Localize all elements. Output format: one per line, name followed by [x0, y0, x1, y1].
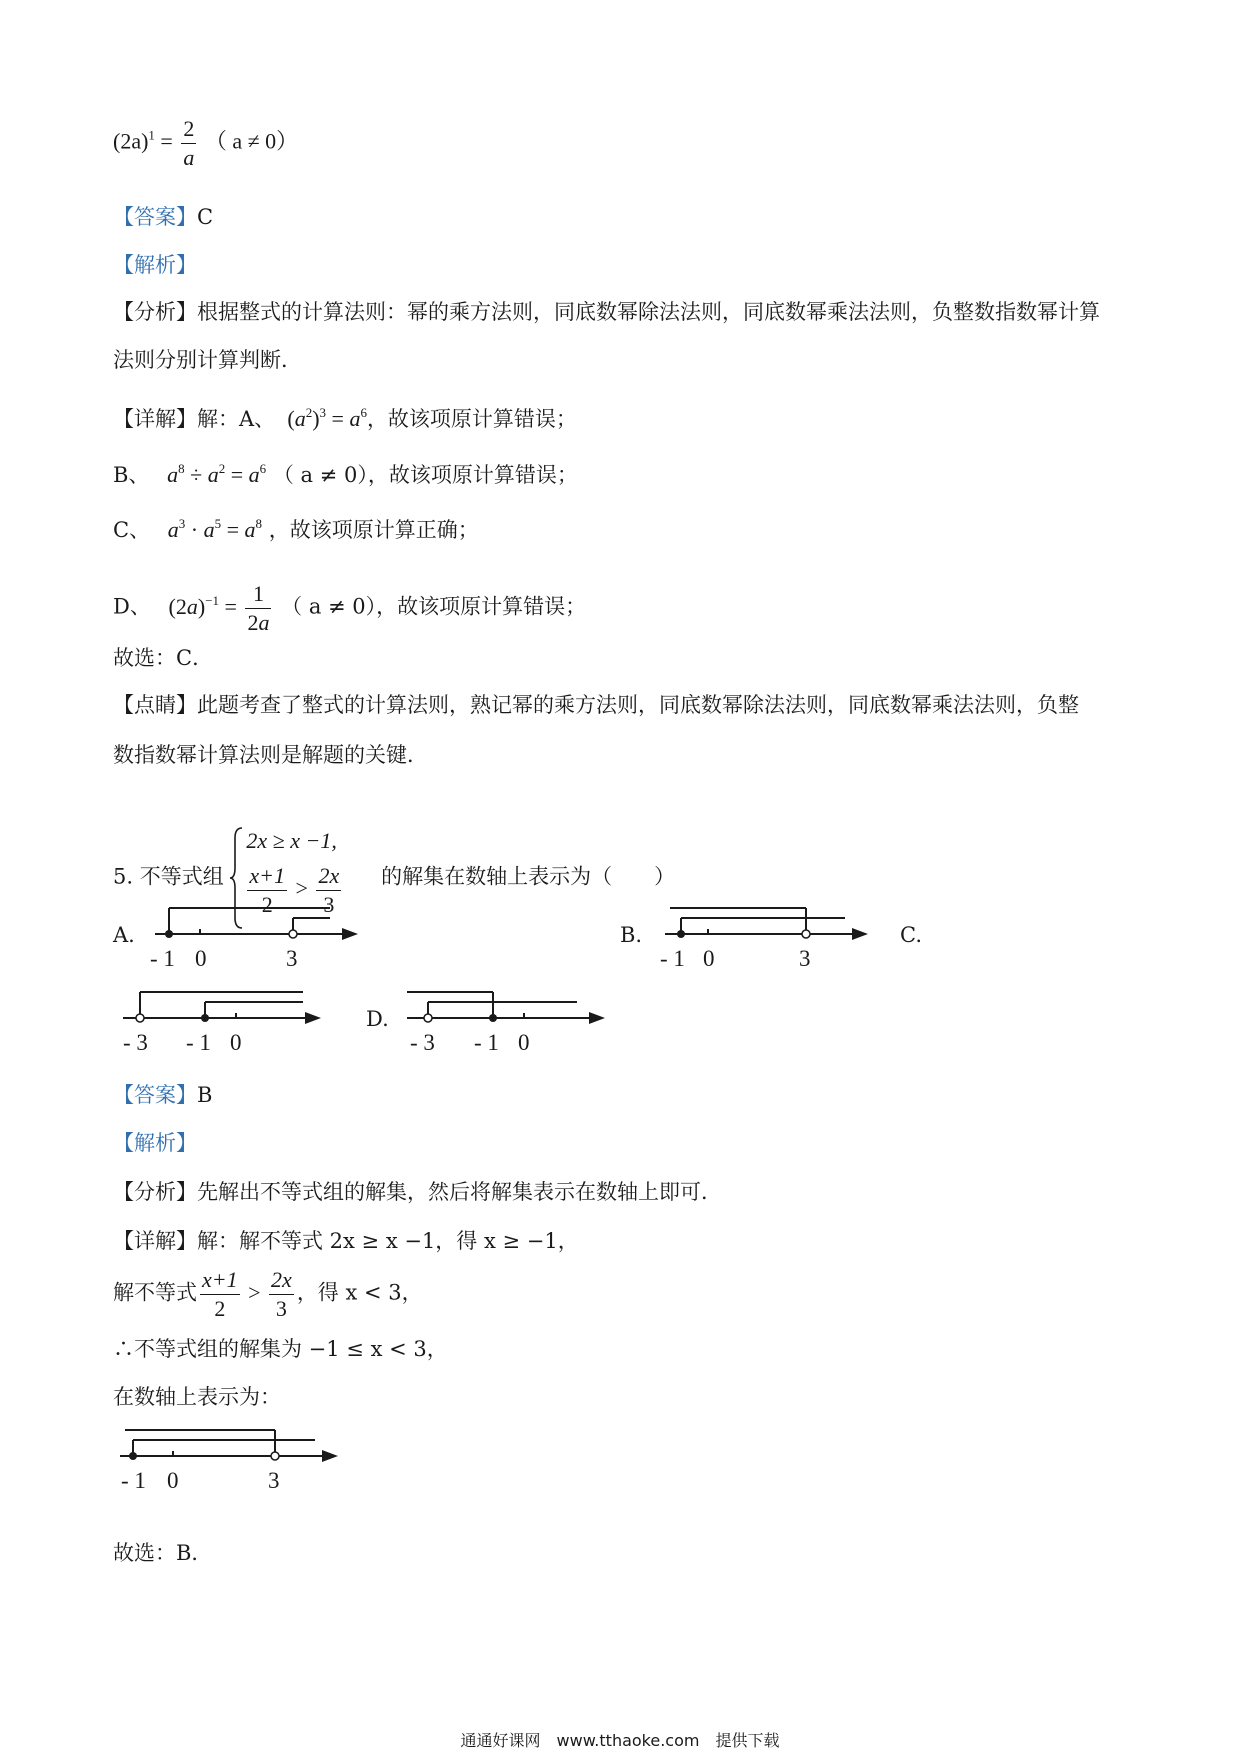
fraction-denominator: a	[183, 145, 195, 170]
formula-fraction	[181, 115, 196, 172]
q4-fenxi-line2: 法则分别计算判断．	[113, 348, 302, 372]
option-b-label: B.	[620, 923, 643, 947]
option-d-suffix: （ a ≠ 0），故该项原计算错误；	[281, 594, 587, 619]
tick-label-zero: 0	[518, 1030, 530, 1055]
inequality-2: $\frac{x+1}{2}$ > $\frac{2x}{3}$	[249, 863, 340, 917]
option-d-formula: $(2a)^{-1}$ = $\frac{1}{2a}$	[157, 581, 270, 635]
xiangjie-tag: 【详解】	[113, 407, 197, 431]
dianjing-tag: 【点睛】	[113, 693, 197, 717]
option-c-formula: $a^3 \cdot a^5 = a^8$	[167, 516, 263, 542]
q5-step3: ∴不等式组的解集为 −1 ≤ x < 3，	[113, 1337, 448, 1361]
option-c-label: C.	[900, 923, 922, 947]
q5-analysis-tag: 【解析】	[113, 1131, 197, 1155]
formula-exponent: 1	[148, 127, 155, 143]
tick-label-neg3: - 3	[410, 1030, 435, 1055]
tick-label-neg3: - 3	[123, 1030, 148, 1055]
option-b-prefix: B、	[113, 463, 150, 487]
q4-answer	[113, 202, 213, 232]
q4-dianjing-line1	[113, 690, 1079, 720]
step2-suffix: ，得 x < 3，	[296, 1280, 423, 1305]
q4-detail-a	[113, 404, 577, 434]
step2-prefix: 解不等式	[113, 1280, 197, 1305]
tick-label-neg1: - 1	[186, 1030, 211, 1055]
tick-label-neg1: - 1	[121, 1468, 146, 1493]
tick-label-neg1: - 1	[150, 946, 175, 971]
q4-choose: 故选：C．	[113, 646, 214, 670]
fenxi-text: 先解出不等式组的解集，然后将解集表示在数轴上即可．	[197, 1180, 722, 1204]
stem-prefix: 5. 不等式组	[113, 864, 224, 889]
q5-step4: 在数轴上表示为：	[113, 1385, 281, 1409]
tick-label-zero: 0	[703, 946, 715, 971]
tick-label-neg1: - 1	[474, 1030, 499, 1055]
fenxi-tag: 【分析】	[113, 1180, 197, 1204]
option-a-suffix: ，故该项原计算错误；	[366, 407, 577, 431]
q5-step2	[113, 1266, 423, 1323]
answer-value: B	[197, 1083, 213, 1107]
option-b-number-line	[660, 898, 875, 978]
fenxi-tag: 【分析】	[113, 300, 197, 324]
q5-fenxi	[113, 1177, 722, 1207]
option-c-suffix: ，故该项原计算正确；	[268, 518, 479, 542]
tick-label-three: 3	[286, 946, 298, 971]
formula-condition: （ a ≠ 0）	[204, 128, 299, 154]
q5-answer	[113, 1080, 212, 1110]
tick-label-three: 3	[799, 946, 811, 971]
dianjing-text: 此题考查了整式的计算法则，熟记幂的乘方法则，同底数幂除法法则，同底数幂乘法法则，负整	[197, 693, 1079, 717]
q4-dianjing-line2: 数指数幂计算法则是解题的关键．	[113, 743, 428, 767]
option-d-number-line	[402, 982, 617, 1062]
stem-suffix: 的解集在数轴上表示为（ ）	[381, 864, 676, 889]
answer-tag: 【答案】	[113, 1083, 197, 1107]
option-a-number-line	[150, 898, 365, 978]
option-d-prefix: D、	[113, 594, 151, 619]
inequality-1: 2x ≥ x −1,	[246, 828, 337, 853]
q4-detail-b	[113, 460, 578, 490]
step1-text: 解：解不等式 2x ≥ x −1，得 x ≥ −1，	[197, 1229, 579, 1253]
tick-label-zero: 0	[167, 1468, 179, 1493]
q4-detail-c	[113, 515, 479, 545]
q4-detail-d	[113, 580, 586, 637]
option-c-number-line	[118, 982, 333, 1062]
option-a-label: A.	[113, 923, 135, 947]
q5-choose: 故选：B．	[113, 1541, 213, 1565]
footer-source: 通通好课网 www.tthaoke.com 提供下载	[460, 1731, 780, 1750]
option-b-suffix: （ a ≠ 0），故该项原计算错误；	[272, 463, 578, 487]
answer-value: C	[197, 205, 214, 229]
xiangjie-tag: 【详解】	[113, 1229, 197, 1253]
q4-analysis-tag: 【解析】	[113, 253, 197, 277]
solution-number-line	[115, 1420, 350, 1500]
option-a-formula: $(a^2)^3 = a^6$	[281, 405, 367, 431]
option-c-prefix: C、	[113, 518, 151, 542]
option-a-prefix: 解：A、	[197, 407, 276, 431]
tick-label-neg1: - 1	[660, 946, 685, 971]
tick-label-three: 3	[268, 1468, 280, 1493]
q4-fenxi-line1	[113, 297, 1100, 327]
step2-formula: $\frac{x+1}{2}$ > $\frac{2x}{3}$	[202, 1267, 292, 1321]
fenxi-text: 根据整式的计算法则：幂的乘方法则，同底数幂除法法则，同底数幂乘法法则，负整数指数幂计算	[197, 300, 1100, 324]
option-d-label: D.	[366, 1007, 389, 1031]
tick-label-zero: 0	[230, 1030, 242, 1055]
option-b-formula: $a^8 \div a^2 = a^6$	[167, 461, 267, 487]
formula-lhs: (2a)	[113, 128, 149, 154]
top-formula: $(2a)^1$ = $\frac{2}{a}$ （ a ≠ 0）	[113, 116, 299, 170]
fraction-numerator: 2	[181, 115, 196, 144]
tick-label-zero: 0	[195, 946, 207, 971]
answer-tag: 【答案】	[113, 205, 197, 229]
q5-step1	[113, 1226, 579, 1256]
